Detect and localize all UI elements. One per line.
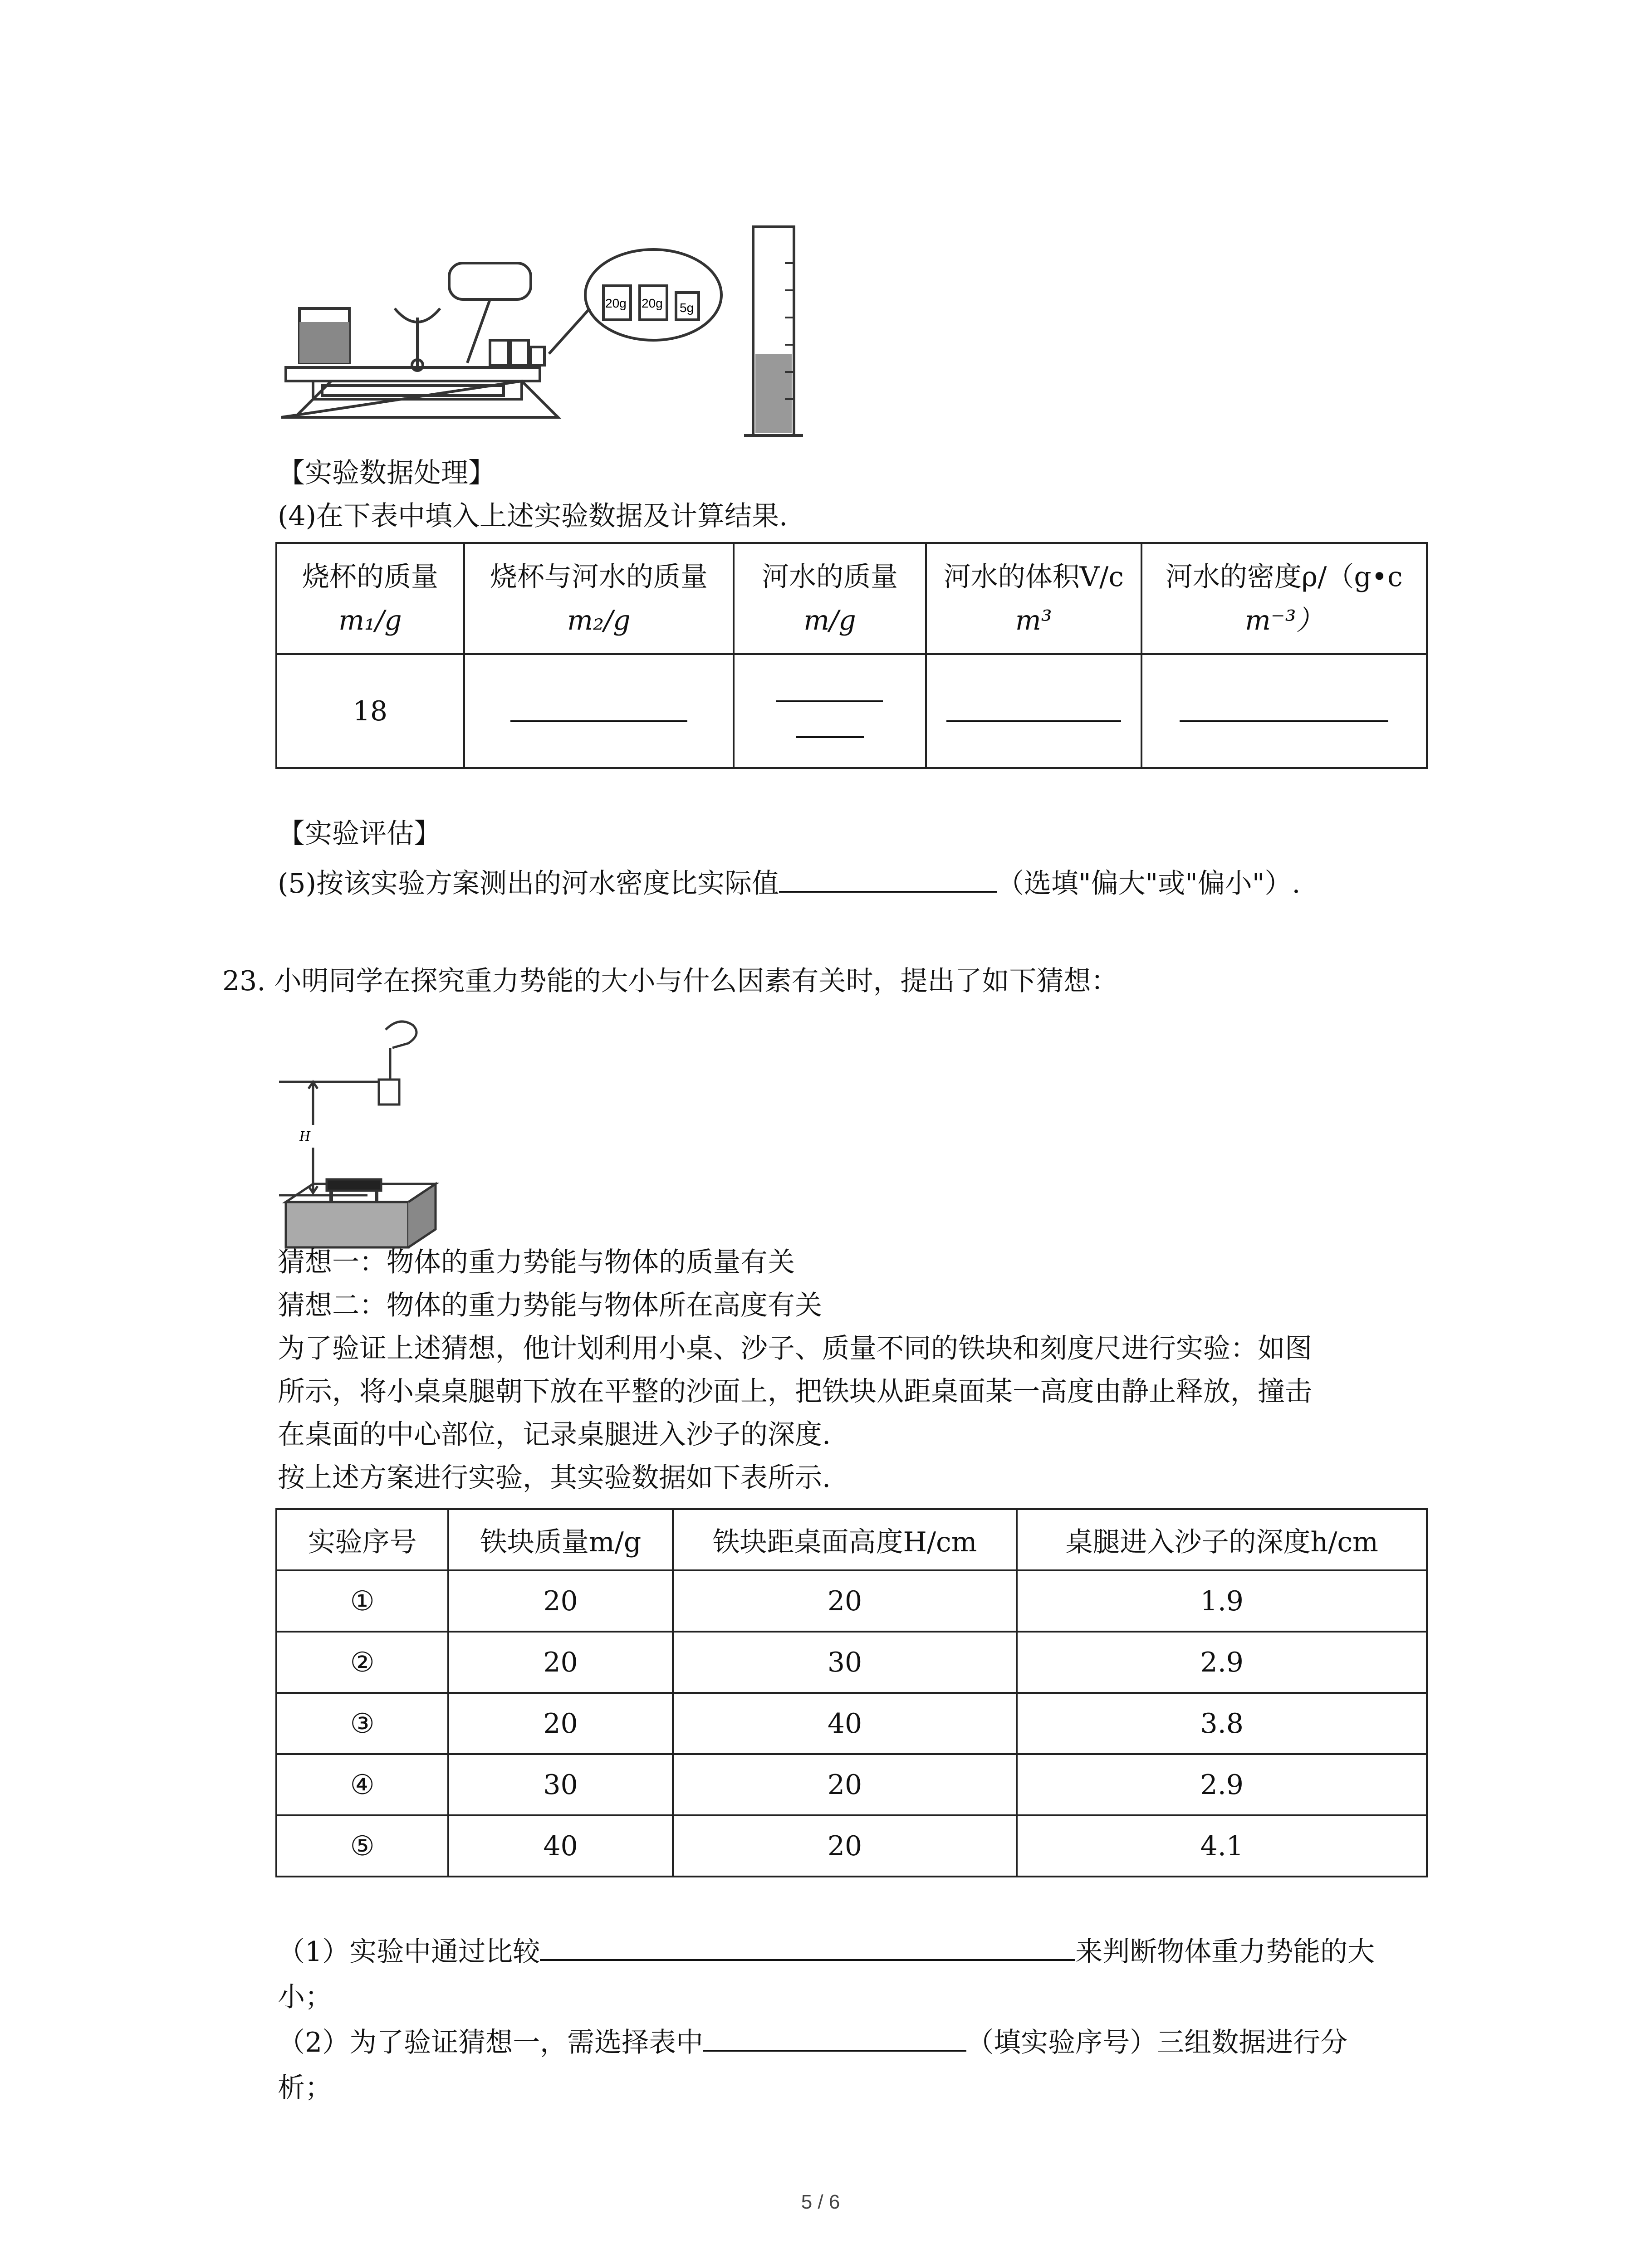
cell: 20 <box>448 1570 672 1632</box>
cell: 1.9 <box>1017 1570 1427 1632</box>
cell: ⑤ <box>276 1815 448 1877</box>
cell: ① <box>276 1570 448 1632</box>
table-row <box>276 1815 1427 1877</box>
guess-2: 猜想二：物体的重力势能与物体所在高度有关 <box>278 1290 822 1321</box>
cell: 20 <box>673 1815 1017 1877</box>
sub-question-2: （2）为了验证猜想一，需选择表中 （填实验序号）三组数据进行分 <box>278 2021 1347 2064</box>
paragraph-line: 为了验证上述猜想，他计划利用小桌、沙子、质量不同的铁块和刻度尺进行实验：如图 <box>278 1333 1312 1364</box>
balance-cylinder-figure <box>277 218 821 445</box>
section-data-processing: 【实验数据处理】 <box>278 457 495 489</box>
paragraph-line: 在桌面的中心部位，记录桌腿进入沙子的深度. <box>278 1419 831 1451</box>
blank-q5[interactable] <box>779 864 997 893</box>
cell: 30 <box>673 1632 1017 1693</box>
weight-label: 5g <box>680 301 694 315</box>
cell-m1-value: 18 <box>276 654 464 768</box>
weight-label: 20g <box>605 296 627 310</box>
header-beaker-water-mass: 烧杯与河水的质量 m₂/g <box>464 543 734 654</box>
blank-m[interactable] <box>734 654 926 768</box>
header-drop-height: 铁块距桌面高度H/cm <box>673 1509 1017 1570</box>
blank-m2[interactable] <box>464 654 734 768</box>
question-4-text: (4)在下表中填入上述实验数据及计算结果. <box>278 500 788 532</box>
table-row <box>276 1632 1427 1693</box>
blank-sq1[interactable] <box>540 1932 1075 1961</box>
height-label: H <box>299 1128 310 1144</box>
cell: ③ <box>276 1693 448 1754</box>
weight-label: 20g <box>642 296 663 310</box>
cell: 3.8 <box>1017 1693 1427 1754</box>
cell: 2.9 <box>1017 1754 1427 1815</box>
header-beaker-mass: 烧杯的质量 m₁/g <box>276 543 464 654</box>
header-water-volume: 河水的体积V/c m³ <box>926 543 1141 654</box>
header-water-density: 河水的密度ρ/（g•c m⁻³） <box>1141 543 1427 654</box>
sub-question-1-line2: 小； <box>278 1981 332 2013</box>
paragraph-line: 所示，将小桌桌腿朝下放在平整的沙面上，把铁块从距桌面某一高度由静止释放，撞击 <box>278 1376 1312 1408</box>
cell: 40 <box>673 1693 1017 1754</box>
cell: 30 <box>448 1754 672 1815</box>
drop-experiment-figure <box>277 1016 467 1252</box>
data-table-2 <box>275 1508 1428 1877</box>
page-number: 5 / 6 <box>801 2191 840 2213</box>
blank-sq2[interactable] <box>703 2023 966 2052</box>
cell: 4.1 <box>1017 1815 1427 1877</box>
header-block-mass: 铁块质量m/g <box>448 1509 672 1570</box>
cell: ④ <box>276 1754 448 1815</box>
cell: 20 <box>673 1570 1017 1632</box>
cell: 20 <box>448 1632 672 1693</box>
cell: 2.9 <box>1017 1632 1427 1693</box>
guess-1: 猜想一：物体的重力势能与物体的质量有关 <box>278 1246 795 1278</box>
question-23-title: 23. 小明同学在探究重力势能的大小与什么因素有关时，提出了如下猜想： <box>222 965 1118 997</box>
question-5: (5)按该实验方案测出的河水密度比实际值 （选填"偏大"或"偏小"）. <box>278 862 1300 905</box>
cell: ② <box>276 1632 448 1693</box>
blank-volume[interactable] <box>926 654 1141 768</box>
table-row <box>276 1754 1427 1815</box>
header-trial: 实验序号 <box>276 1509 448 1570</box>
table-row <box>276 1570 1427 1632</box>
cell: 20 <box>448 1693 672 1754</box>
header-water-mass: 河水的质量 m/g <box>734 543 926 654</box>
data-table-1 <box>275 542 1428 769</box>
header-leg-depth: 桌腿进入沙子的深度h/cm <box>1017 1509 1427 1570</box>
sub-question-2-line2: 析； <box>278 2072 332 2104</box>
cell: 40 <box>448 1815 672 1877</box>
paragraph-line: 按上述方案进行实验，其实验数据如下表所示. <box>278 1462 831 1494</box>
table-row <box>276 1693 1427 1754</box>
cell: 20 <box>673 1754 1017 1815</box>
sub-question-1: （1）实验中通过比较 来判断物体重力势能的大 <box>278 1930 1375 1974</box>
section-evaluation: 【实验评估】 <box>278 818 441 850</box>
blank-density[interactable] <box>1141 654 1427 768</box>
